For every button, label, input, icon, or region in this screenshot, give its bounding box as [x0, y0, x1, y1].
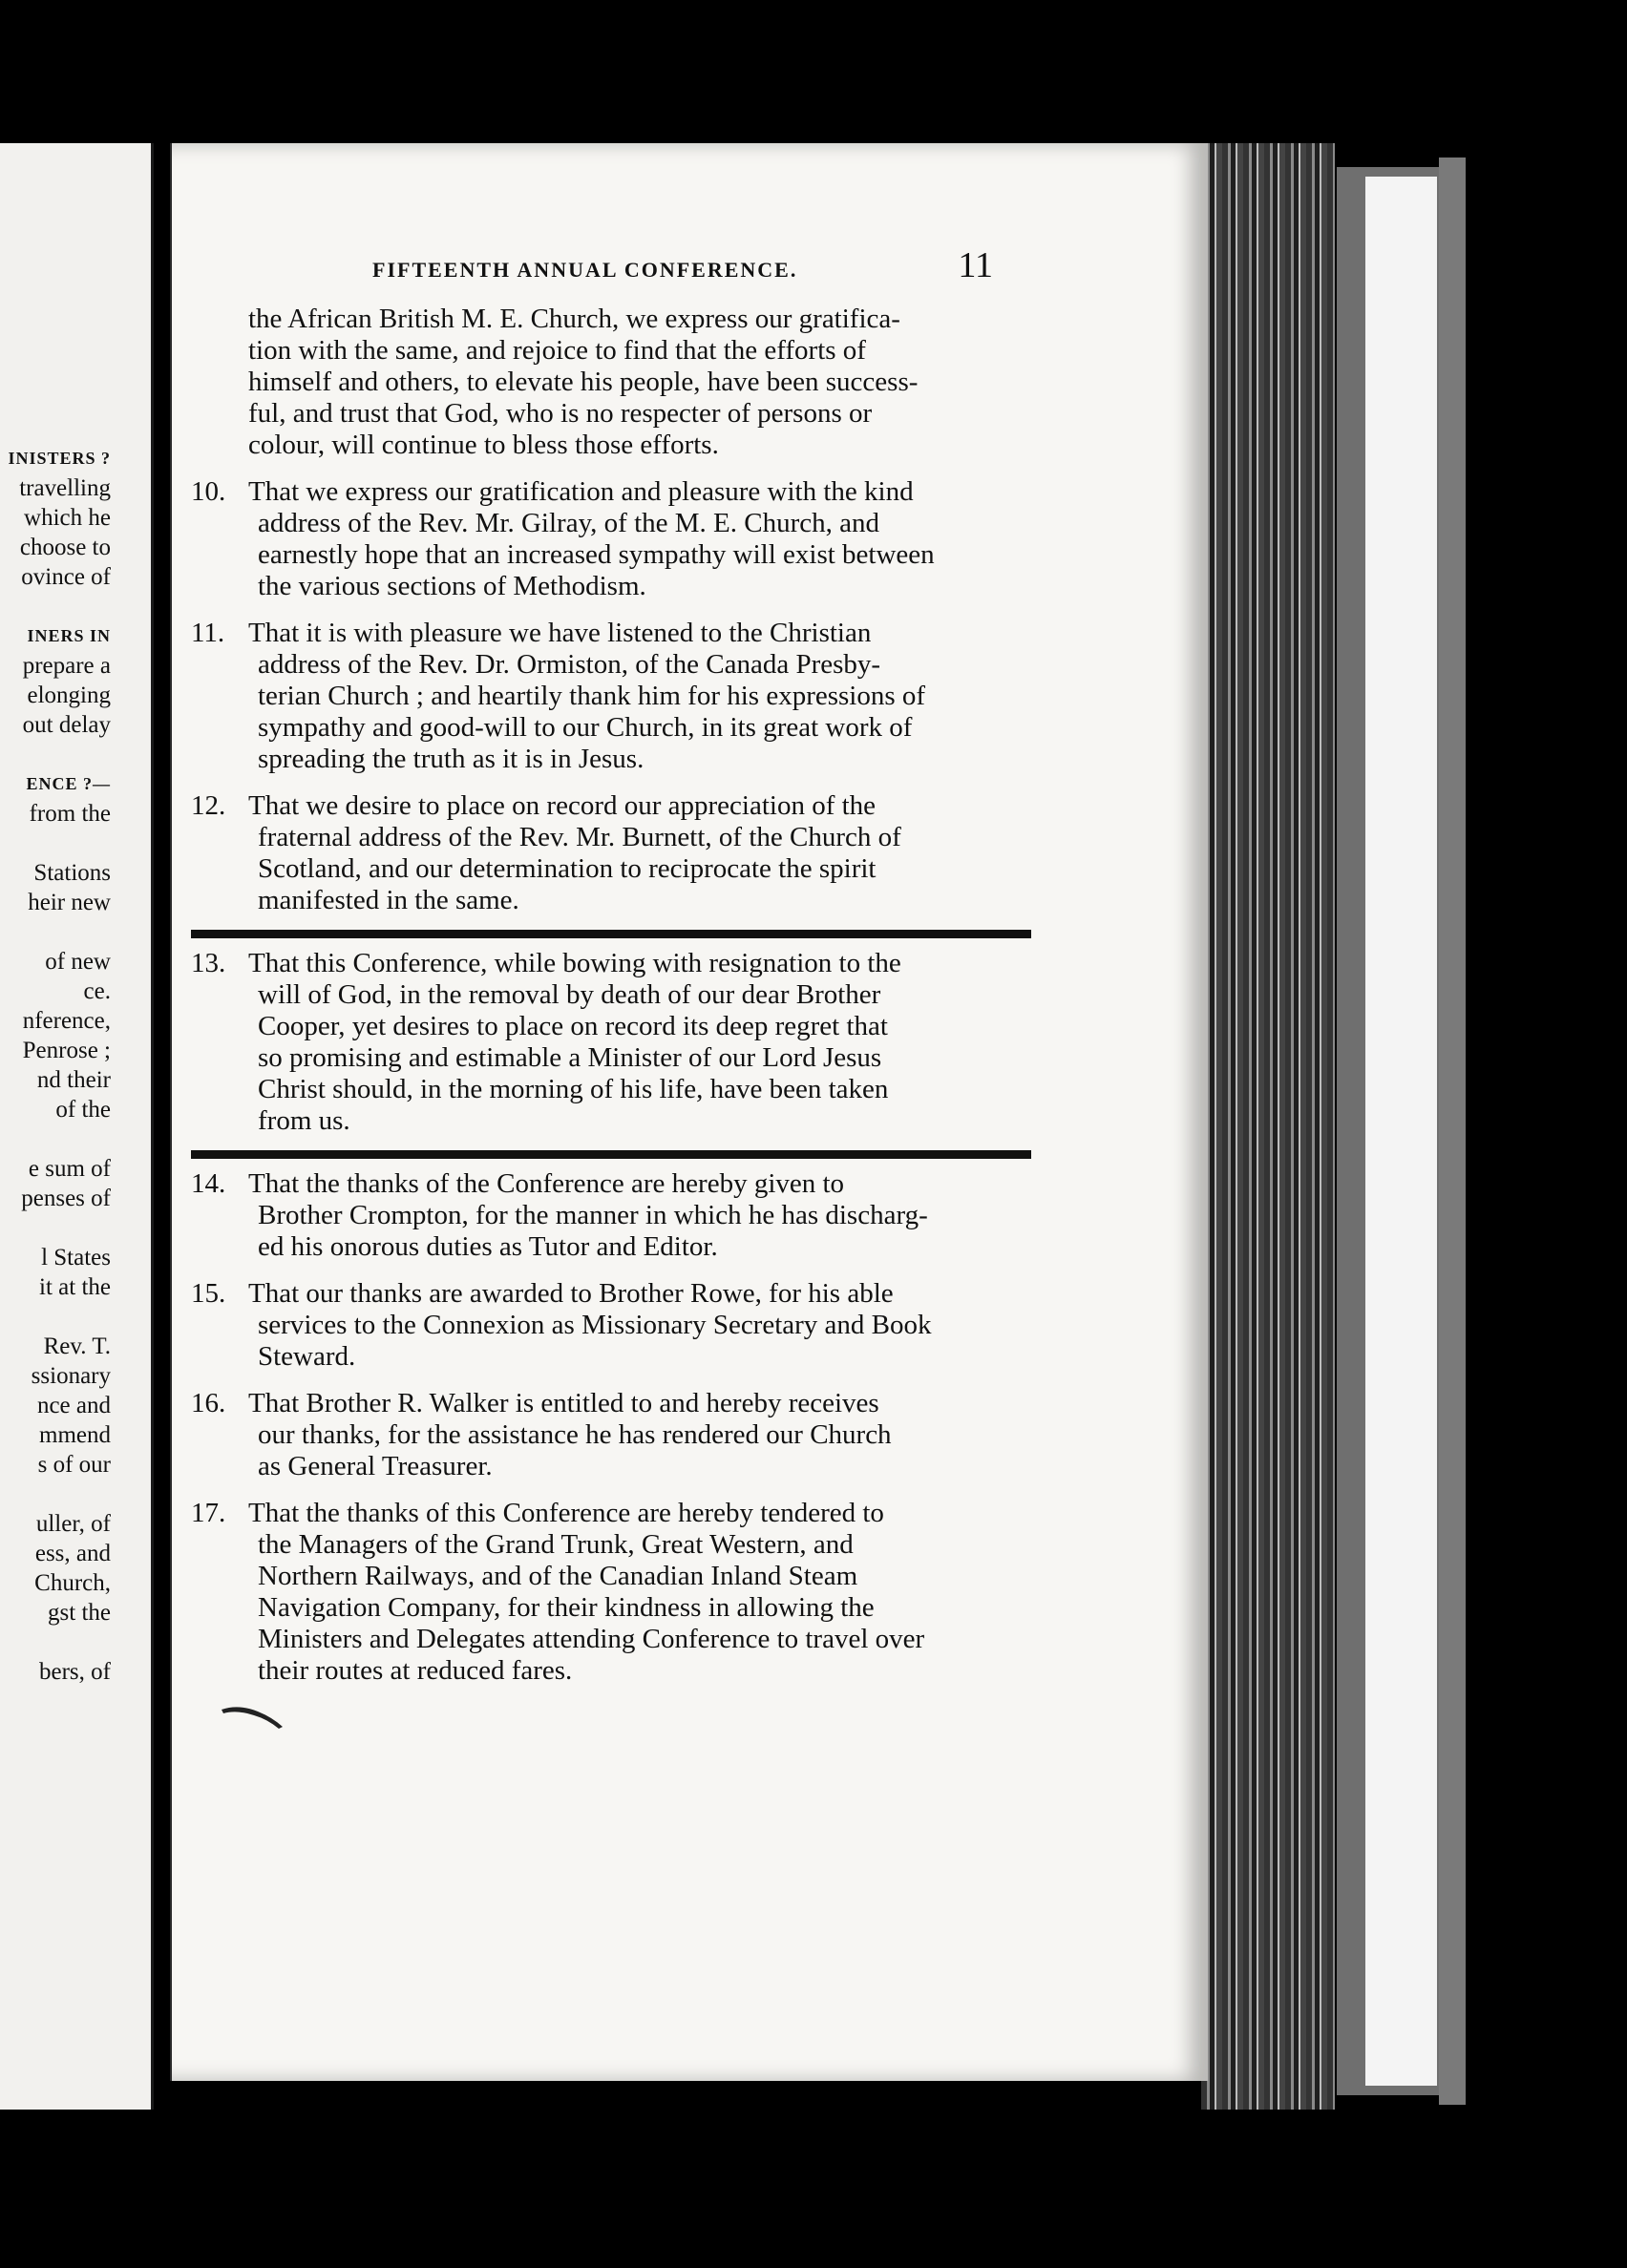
resolution-line: services to the Connexion as Missionary Secretary and Book	[258, 1310, 932, 1340]
resolution-line: manifested in the same.	[258, 885, 519, 915]
resolution-line: the Managers of the Grand Trunk, Great Western, and	[258, 1529, 854, 1560]
previous-page-line: ssionary	[31, 1363, 111, 1389]
resolution-list	[191, 476, 1069, 1687]
previous-page-line	[8, 1628, 111, 1657]
resolution-line: earnestly hope that an increased sympathy will exist between	[258, 539, 935, 570]
resolution-line: from us.	[258, 1105, 350, 1136]
book-board-edge	[1439, 158, 1466, 2105]
previous-page-line: INERS IN	[27, 626, 111, 645]
resolution-number: 14.	[191, 1168, 226, 1199]
previous-page-line: s of our	[37, 1452, 111, 1478]
resolution-item	[191, 618, 1069, 775]
resolution-line: That this Conference, while bowing with resignation to the	[248, 948, 901, 978]
resolution-line: terian Church ; and heartily thank him for his expressions of	[258, 681, 926, 711]
resolution-line: fraternal address of the Rev. Mr. Burnett, of the Church of	[258, 822, 901, 852]
resolution-number: 16.	[191, 1388, 226, 1418]
text-line: tion with the same, and rejoice to find that the efforts of	[248, 335, 866, 366]
resolution-number: 10.	[191, 476, 226, 507]
resolution-item	[191, 1388, 1069, 1482]
resolution-line: address of the Rev. Mr. Gilray, of the M. E. Church, and	[258, 508, 880, 538]
resolution-line: That our thanks are awarded to Brother Rowe, for his able	[248, 1278, 894, 1309]
previous-page-line: prepare a	[22, 653, 111, 679]
previous-page-line: heir new	[28, 890, 111, 915]
running-header	[201, 237, 1041, 294]
resolution-line: Navigation Company, for their kindness in allowing the	[258, 1592, 875, 1623]
mourning-rule-top	[191, 930, 1031, 938]
text-line: ful, and trust that God, who is no respecter of persons or	[248, 398, 873, 429]
previous-page-line: ess, and	[34, 1541, 111, 1566]
resolution-line: That the thanks of this Conference are hereby tendered to	[248, 1498, 884, 1528]
resolution-line: spreading the truth as it is in Jesus.	[258, 744, 644, 774]
resolution-line: Ministers and Delegates attending Conference to travel over	[258, 1624, 925, 1654]
previous-page-line	[8, 1480, 111, 1509]
resolution-line: the various sections of Methodism.	[258, 571, 646, 601]
continued-paragraph	[191, 304, 1069, 461]
previous-page-line: ovince of	[21, 564, 111, 590]
previous-page-line	[8, 1124, 111, 1154]
resolution-number: 12.	[191, 790, 226, 821]
previous-page-line: out delay	[22, 712, 111, 738]
page-body	[191, 304, 1069, 1687]
page-number: 11	[958, 245, 993, 285]
resolution-line: That we express our gratification and pleasure with the kind	[248, 476, 914, 507]
resolution-line: their routes at reduced fares.	[258, 1655, 573, 1686]
resolution-item	[191, 790, 1069, 916]
previous-page-line: it at the	[39, 1274, 111, 1300]
previous-page-line: bers, of	[39, 1659, 111, 1685]
previous-page-line: choose to	[19, 535, 111, 560]
resolution-number: 17.	[191, 1498, 226, 1528]
resolution-line: Steward.	[258, 1341, 356, 1372]
previous-page-line: Rev. T.	[43, 1334, 111, 1359]
previous-page-line: Church,	[34, 1570, 111, 1596]
text-line: himself and others, to elevate his people, have been success-	[248, 367, 919, 397]
previous-page-line: nce and	[36, 1393, 111, 1418]
resolution-line: as General Treasurer.	[258, 1451, 493, 1481]
resolution-item	[191, 948, 1069, 1137]
resolution-number: 15.	[191, 1278, 226, 1309]
previous-page-line: of new	[45, 949, 111, 975]
previous-page-line: Stations	[33, 860, 111, 886]
resolution-line: so promising and estimable a Minister of our Lord Jesus	[258, 1042, 882, 1073]
resolution-item	[191, 1278, 1069, 1373]
previous-page-line: Penrose ;	[22, 1038, 111, 1063]
resolution-line: Cooper, yet desires to place on record its deep regret that	[258, 1011, 888, 1041]
previous-page-line: e sum of	[28, 1156, 111, 1182]
resolution-line: That it is with pleasure we have listened to the Christian	[248, 618, 872, 648]
resolution-line: our thanks, for the assistance he has rendered our Church	[258, 1419, 892, 1450]
previous-page-line: l States	[41, 1245, 111, 1270]
previous-page-line: gst the	[48, 1600, 111, 1626]
previous-page-line	[8, 1302, 111, 1332]
previous-page-line: ce.	[83, 978, 111, 1004]
previous-page-line: ENCE ?—	[26, 774, 111, 793]
running-title: FIFTEENTH ANNUAL CONFERENCE.	[372, 258, 798, 282]
previous-page-line	[8, 592, 111, 621]
resolution-line: That the thanks of the Conference are hereby given to	[248, 1168, 845, 1199]
page-edges	[1201, 143, 1335, 2110]
previous-page-line: nference,	[22, 1008, 111, 1034]
resolution-item	[191, 1498, 1069, 1687]
resolution-item	[191, 476, 1069, 602]
resolution-line: That Brother R. Walker is entitled to and hereby receives	[248, 1388, 879, 1418]
previous-page-fragment	[0, 143, 154, 2110]
text-line: the African British M. E. Church, we express our gratifica-	[248, 304, 900, 334]
previous-page-line	[8, 1213, 111, 1243]
resolution-number: 11.	[191, 618, 225, 648]
previous-page-line: which he	[24, 505, 111, 531]
previous-page-line: penses of	[21, 1186, 111, 1211]
ink-smudge-icon	[220, 1702, 286, 1731]
resolution-line: ed his onorous duties as Tutor and Editor.	[258, 1231, 718, 1262]
text-line: colour, will continue to bless those efforts.	[248, 430, 719, 460]
previous-page-line: nd their	[36, 1067, 111, 1093]
resolution-line: Christ should, in the morning of his life, have been taken	[258, 1074, 889, 1104]
resolution-line: will of God, in the removal by death of our dear Brother	[258, 979, 881, 1010]
resolution-line: Brother Crompton, for the manner in which he has discharg-	[258, 1200, 928, 1230]
resolution-line: address of the Rev. Dr. Ormiston, of the Canada Presby-	[258, 649, 881, 680]
previous-page-line	[8, 740, 111, 769]
previous-page-line: uller, of	[35, 1511, 111, 1537]
resolution-line: Scotland, and our determination to reciprocate the spirit	[258, 853, 877, 884]
resolution-item	[191, 1168, 1069, 1263]
book-board-light	[1365, 177, 1437, 2086]
resolution-number: 13.	[191, 948, 226, 978]
resolution-line: sympathy and good-will to our Church, in its great work of	[258, 712, 913, 743]
previous-page-line: INISTERS ?	[8, 449, 111, 468]
previous-page-line: travelling	[19, 475, 111, 501]
previous-page-line	[8, 917, 111, 947]
previous-page-line: of the	[55, 1097, 111, 1123]
previous-page-line: from the	[29, 801, 111, 827]
resolution-line: That we desire to place on record our appreciation of the	[248, 790, 877, 821]
previous-page-line	[8, 829, 111, 858]
previous-page-line: elonging	[27, 682, 111, 708]
previous-page-text	[8, 444, 111, 1687]
resolution-line: Northern Railways, and of the Canadian Inland Steam	[258, 1561, 858, 1591]
mourning-rule-bottom	[191, 1150, 1031, 1159]
previous-page-line: mmend	[39, 1422, 111, 1448]
